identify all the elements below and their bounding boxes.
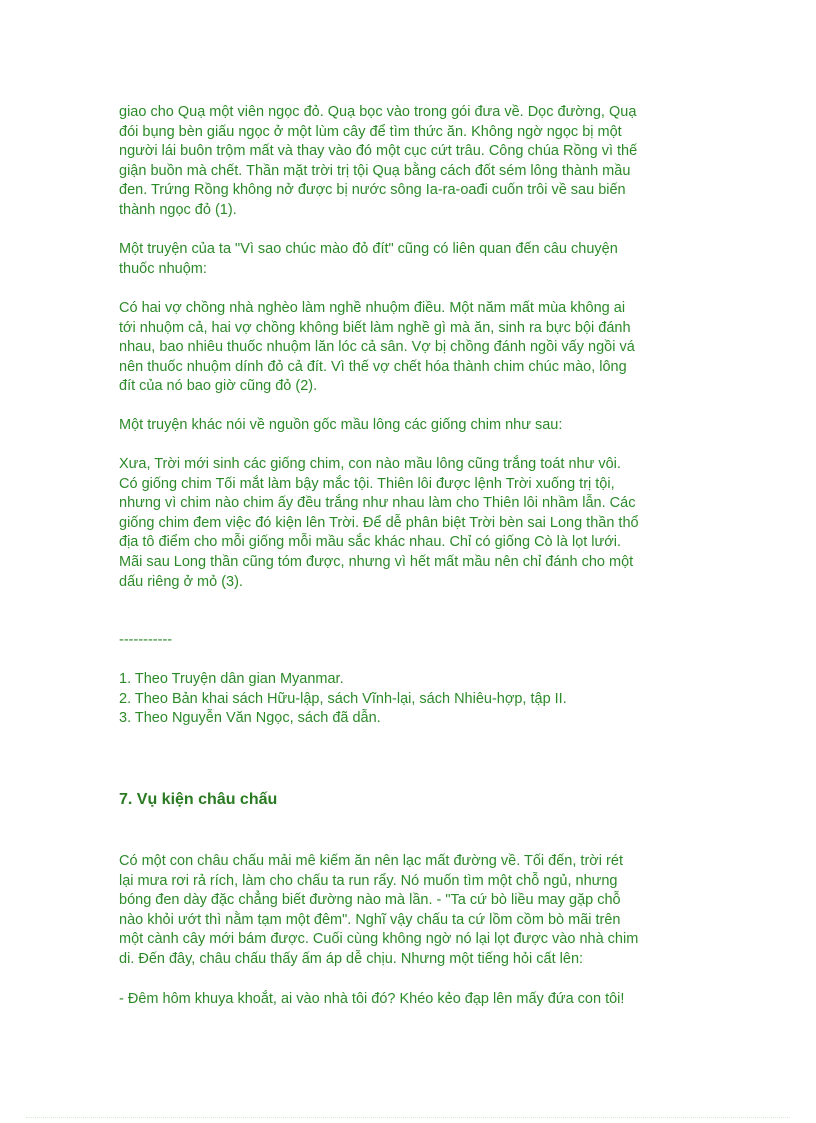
paragraph-intro-dye-story — [119, 240, 699, 279]
text-line: đen. Trứng Rồng không nở được bị nước sông Ia-ra-oađi cuốn trôi về sau biến — [119, 182, 626, 199]
text-line: giống chim đem việc đó kiện lên Trời. Để dễ phân biệt Trời bèn sai Long thần thổ — [119, 514, 639, 531]
text-line: một cành cây mới bám được. Cuối cùng không ngờ nó lại lọt được vào nhà chim — [119, 931, 639, 948]
footnote-separator — [119, 631, 699, 651]
paragraph-grasshopper — [119, 852, 699, 970]
footnote-item: 2. Theo Bản khai sách Hữu-lập, sách Vĩnh-lại, sách Nhiêu-hợp, tập II. — [119, 690, 567, 707]
text-line: Xưa, Trời mới sinh các giống chim, con nào mầu lông cũng trắng toát như vôi. — [119, 456, 621, 472]
text-line: bóng đen dày đặc chẳng biết đường nào mà lần. - "Ta cứ bò liều may gặp chỗ — [119, 892, 621, 909]
text-line: thuốc nhuộm: — [119, 260, 207, 277]
footnotes-list — [119, 670, 699, 729]
paragraph-intro-bird-colors — [119, 416, 699, 436]
text-line: Có giống chim Tối mắt làm bậy mắc tội. Thiên lôi được lệnh Trời xuống trị tội, — [119, 475, 615, 492]
separator-text: ----------- — [119, 632, 173, 648]
text-line: Một truyện khác nói về nguồn gốc mầu lông các giống chim như sau: — [119, 417, 563, 433]
footnote-item: 1. Theo Truyện dân gian Myanmar. — [119, 671, 344, 687]
text-line: Mãi sau Long thần cũng tóm được, nhưng vì hết mất mầu nên chỉ đánh cho một — [119, 553, 634, 570]
text-line: đói bụng bèn giấu ngọc ở một lùm cây để tìm thức ăn. Không ngờ ngọc bị một — [119, 123, 622, 140]
text-line: Có một con châu chấu mải mê kiếm ăn nên lạc mất đường về. Tối đến, trời rét — [119, 853, 623, 869]
text-line: nào khỏi ướt thì nằm tạm một đêm". Nghĩ vậy chấu ta cứ lồm cồm bò mãi trên — [119, 911, 621, 928]
text-line: di. Đến đây, châu chấu thấy ấm áp dễ chịu. Nhưng một tiếng hỏi cất lên: — [119, 950, 584, 967]
text-line: thành ngọc đỏ (1). — [119, 201, 237, 218]
text-line: người lái buôn trộm mất và thay vào đó một cục cứt trâu. Công chúa Rồng vì thế — [119, 143, 638, 160]
text-line: Một truyện của ta "Vì sao chúc mào đỏ đít" cũng có liên quan đến câu chuyện — [119, 241, 618, 257]
text-line: - Đêm hôm khuya khoắt, ai vào nhà tôi đó? Khéo kẻo đạp lên mấy đứa con tôi! — [119, 991, 625, 1007]
paragraph-bird-colors — [119, 455, 699, 592]
text-line: nên thuốc nhuộm dính đỏ cả đít. Vì thế vợ chết hóa thành chim chúc mào, lông — [119, 358, 627, 375]
text-line: giận buồn mà chết. Thần mặt trời trị tội Quạ bằng cách đốt sém lông thành mầu — [119, 162, 631, 179]
section-heading: 7. Vụ kiện châu chấu — [119, 791, 278, 808]
page-bottom-divider — [26, 1117, 790, 1118]
text-line: địa tô điểm cho mỗi giống mỗi mầu sắc khác nhau. Chỉ có giống Cò là lọt lưới. — [119, 534, 621, 551]
text-line: Có hai vợ chồng nhà nghèo làm nghề nhuộm điều. Một năm mất mùa không ai — [119, 300, 626, 316]
text-line: nhau, bao nhiêu thuốc nhuộm lăn lóc cả sân. Vợ bị chồng đánh ngồi vấy ngồi vá — [119, 339, 635, 356]
paragraph-dye-couple — [119, 299, 699, 397]
text-line: giao cho Quạ một viên ngọc đỏ. Quạ bọc vào trong gói đưa về. Dọc đường, Quạ — [119, 104, 637, 120]
text-line: nhưng vì chim nào chim ấy đều trắng như nhau làm cho Thiên lôi nhầm lẫn. Các — [119, 495, 636, 512]
text-line: lại mưa rơi rả rích, làm cho chấu ta run rẩy. Nó muốn tìm một chỗ ngủ, nhưng — [119, 872, 618, 889]
text-line: tới nhuộm cả, hai vợ chồng không biết làm nghề gì mà ăn, sinh ra bực bội đánh — [119, 319, 631, 336]
footnote-item: 3. Theo Nguyễn Văn Ngọc, sách đã dẫn. — [119, 710, 381, 727]
paragraph-dialogue — [119, 990, 699, 1010]
paragraph-crow-legend — [119, 103, 699, 221]
text-line: dấu riêng ở mỏ (3). — [119, 573, 243, 590]
text-line: đít của nó bao giờ cũng đỏ (2). — [119, 378, 318, 395]
